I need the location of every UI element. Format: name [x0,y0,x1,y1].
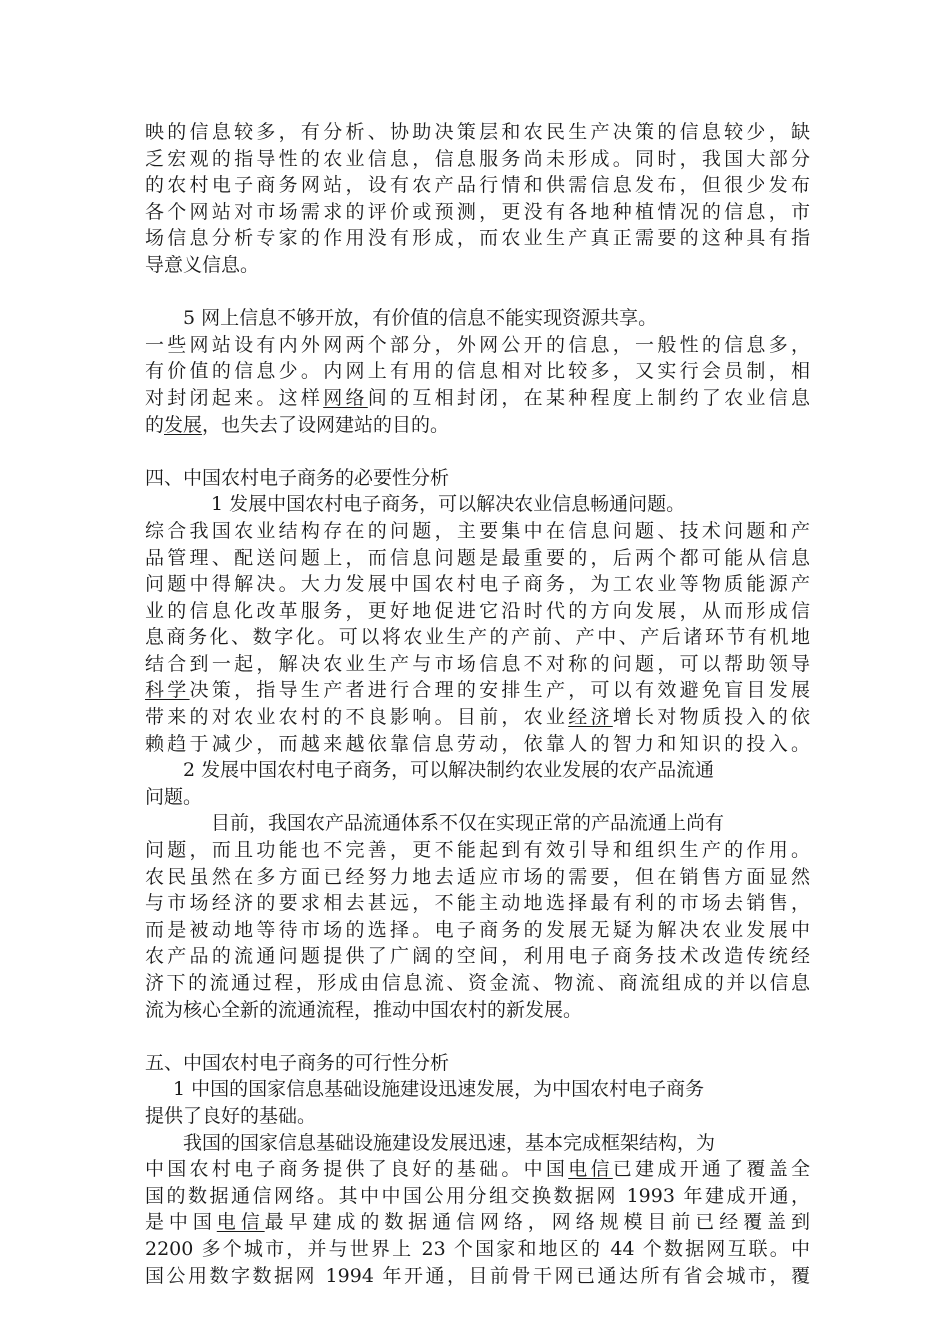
link-science[interactable]: 科学 [145,679,190,702]
link-economy[interactable]: 经济 [568,706,613,729]
text-line: 国的数据通信网络。其中中国公用分组交换数据网 1993 年建成开通， [145,1184,810,1207]
text-span: 决策，指导生产者进行合理的安排生产，可以有效避免盲目发展 [189,679,810,702]
text-span: 已建成开通了覆盖全 [612,1158,810,1181]
link-network[interactable]: 网络 [323,386,368,409]
subsection-heading-cont: 问题。 [145,785,203,808]
text-line: 流为核心全新的流通流程，推动中国农村的新发展。 [145,998,583,1021]
text-line: 乏宏观的指导性的农业信息，信息服务尚未形成。同时，我国大部分 [145,147,810,170]
text-line [145,1156,810,1183]
text-span: 的 [145,413,165,436]
text-line: 与市场经济的要求相去甚远，不能主动地选择最有利的市场去销售， [145,892,810,915]
text-line: 济下的流通过程，形成由信息流、资金流、物流、商流组成的并以信息 [145,972,810,994]
text-line: 业的信息化改革服务，更好地促进它沿时代的方向发展，从而形成信 [145,599,810,622]
link-telecom[interactable]: 电信 [568,1158,613,1181]
subsection-heading-cont: 提供了良好的基础。 [145,1104,317,1127]
text-span: 中国农村电子商务提供了良好的基础。中国 [145,1158,569,1181]
text-line: 品管理、配送问题上，而信息问题是最重要的，后两个都可能从信息 [145,546,810,569]
link-telecom[interactable]: 电信 [216,1211,265,1234]
paragraph-gap [145,1023,810,1050]
text-line: 农产品的流通问题提供了广阔的空间，利用电子商务技术改造传统经 [145,945,810,968]
text-line: 息商务化、数字化。可以将农业生产的产前、产中、产后诸环节有机地 [145,626,810,649]
text-line [145,412,810,439]
text-line: 问题，而且功能也不完善，更不能起到有效引导和组织生产的作用。 [145,839,810,862]
subsection-heading: 1 中国的国家信息基础设施建设迅速发展，为中国农村电子商务 [173,1078,705,1101]
text-line: 场信息分析专家的作用没有形成，而农业生产真正需要的这种具有指 [145,227,810,250]
text-line: 2200 多个城市，并与世界上 23 个国家和地区的 44 个数据网互联。中 [145,1237,810,1260]
text-line: 各个网站对市场需求的评价或预测，更没有各地种植情况的信息，市 [145,200,810,223]
text-span: 带来的对农业农村的不良影响。目前，农业 [145,706,569,729]
text-line: 我国的国家信息基础设施建设发展迅速，基本完成框架结构，为 [183,1131,716,1154]
text-line [145,385,810,412]
text-line: 一些网站设有内外网两个部分，外网公开的信息，一般性的信息多， [145,333,810,356]
text-line: 问题中得解决。大力发展中国农村电子商务，为工农业等物质能源产 [145,573,810,596]
section-heading: 四、中国农村电子商务的必要性分析 [145,466,450,489]
text-line [145,677,810,704]
text-line: 国公用数字数据网 1994 年开通，目前骨干网已通达所有省会城市，覆 [145,1264,810,1287]
text-line: 综合我国农业结构存在的问题，主要集中在信息问题、技术问题和产 [145,519,810,542]
section-heading: 五、中国农村电子商务的可行性分析 [145,1051,450,1074]
text-line: 赖趋于减少，而越来越依靠信息劳动，依靠人的智力和知识的投入。 [145,732,810,755]
text-line: 目前，我国农产品流通体系不仅在实现正常的产品流通上尚有 [211,812,725,835]
paragraph-gap [145,279,810,306]
subsection-heading: 5 网上信息不够开放，有价值的信息不能实现资源共享。 [183,307,658,330]
link-development[interactable]: 发展 [164,413,203,436]
text-line: 的农村电子商务网站，设有农产品行情和供需信息发布，但很少发布 [145,174,810,197]
text-line: 结合到一起，解决农业生产与市场信息不对称的问题，可以帮助领导 [145,652,810,675]
text-span: 间的互相封闭，在某种程度上制约了农业信息 [367,386,810,409]
text-span: 最早建成的数据通信网络，网络规模目前已经覆盖到 [264,1211,810,1234]
text-span: 是中国 [145,1211,217,1234]
paragraph-gap [145,438,810,465]
document-page [145,119,810,1289]
text-line [145,1209,810,1236]
text-line: 导意义信息。 [145,253,260,276]
subsection-heading: 1 发展中国农村电子商务，可以解决农业信息畅通问题。 [211,493,686,516]
text-span: ，也失去了设网建站的目的。 [202,413,450,436]
subsection-heading: 2 发展中国农村电子商务，可以解决制约农业发展的农产品流通 [183,759,715,782]
text-span: 增长对物质投入的依 [612,706,810,729]
text-line: 而是被动地等待市场的选择。电子商务的发展无疑为解决农业发展中 [145,918,810,941]
text-line: 农民虽然在多方面已经努力地去适应市场的需要，但在销售方面显然 [145,865,810,888]
text-line [145,704,810,731]
text-span: 对封闭起来。这样 [145,386,324,409]
text-line: 映的信息较多，有分析、协助决策层和农民生产决策的信息较少，缺 [145,121,810,143]
text-line: 有价值的信息少。内网上有用的信息相对比较多，又实行会员制，相 [145,360,810,383]
